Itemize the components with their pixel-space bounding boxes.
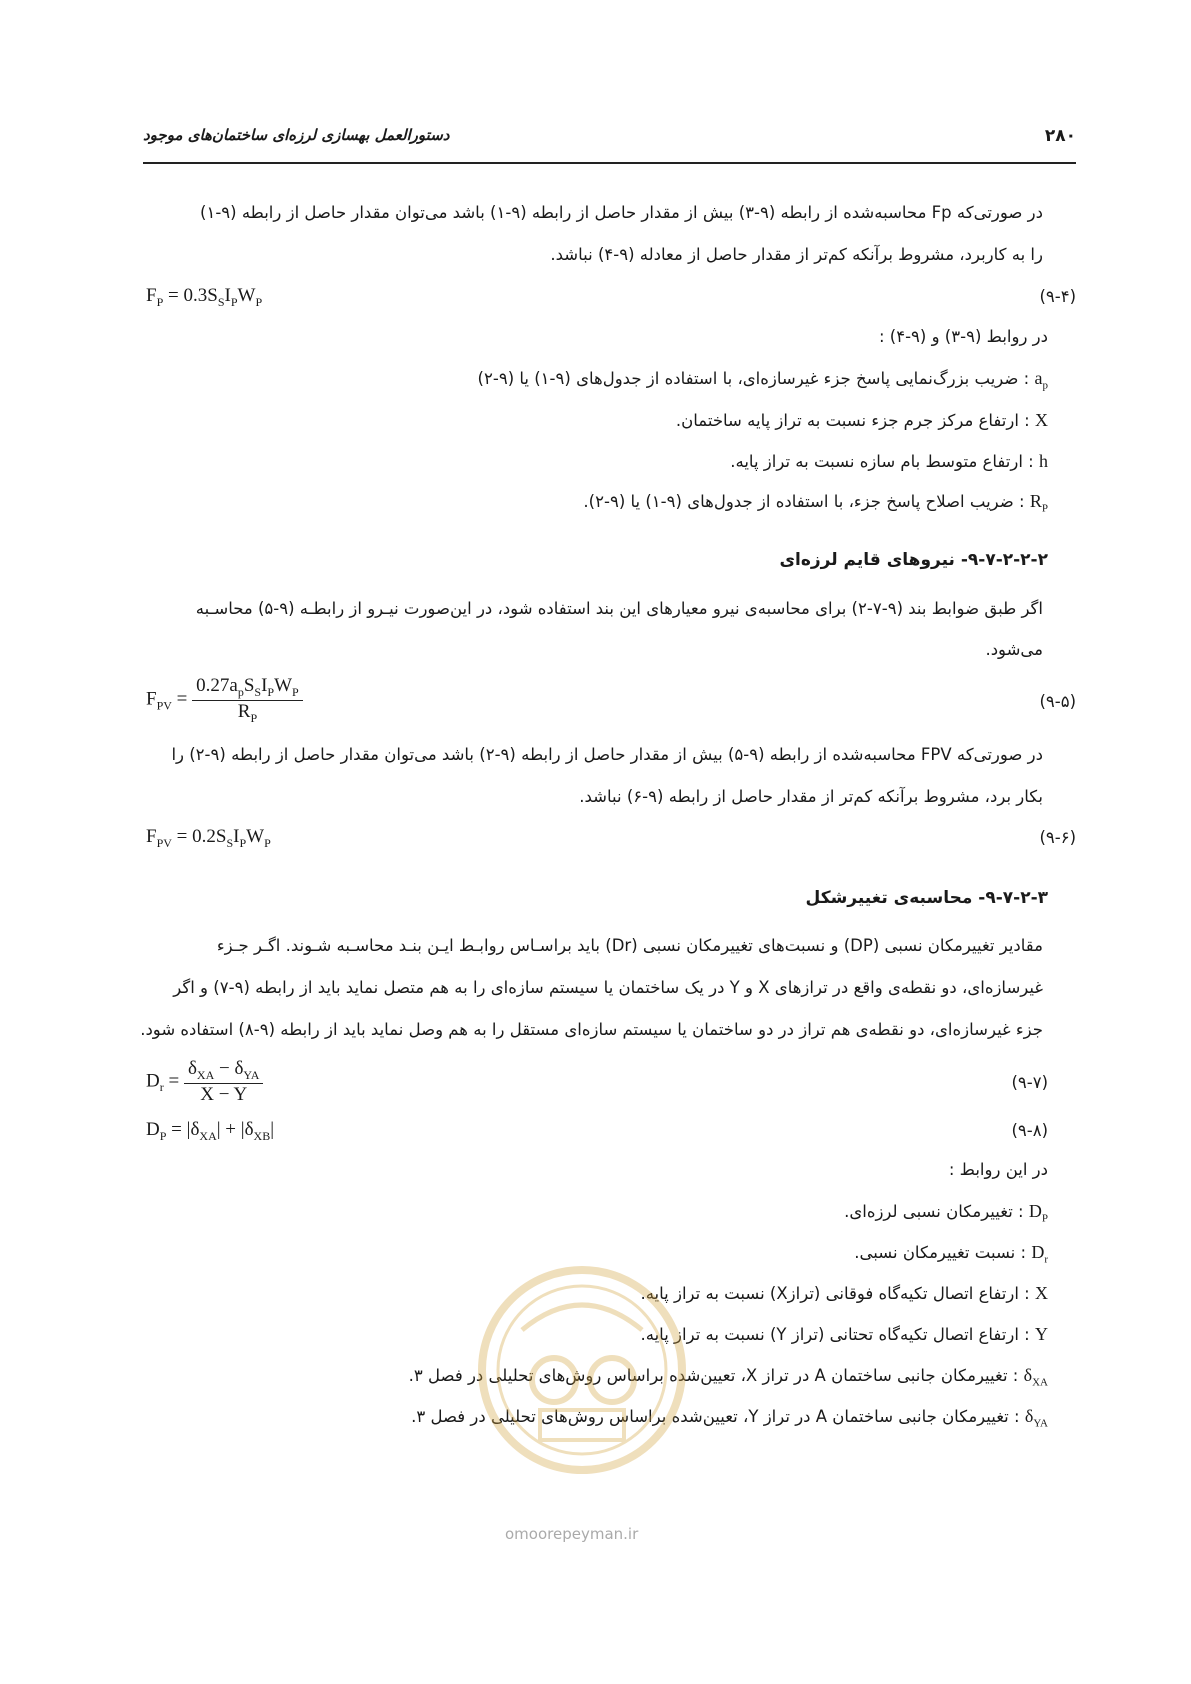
- running-title: دستورالعمل بهسازی لرزه‌ای ساختمان‌های موجود: [143, 126, 450, 144]
- equation-number-9-6: (۹-۶): [1039, 828, 1076, 847]
- equation-9-6: $F_{PV} = 0.2S_SI_PW_P$: [146, 826, 271, 850]
- equation-9-7: $D_r$ = $\frac{\delta_{XA} - \delta_{YA}}{X - Y}$: [146, 1058, 263, 1106]
- equation-9-8: $D_P = |\delta_{XA}| + |\delta_{XB}|$: [146, 1119, 275, 1143]
- def-delta-ya-text: تغییرمکان جانبی ساختمان A در تراز Y، تعیین‌شده براساس روش‌های تحلیلی در فصل ۳.: [411, 1407, 1009, 1426]
- para2-line2: بکار برد، مشروط برآنکه کم‌تر از مقدار حاصل از رابطه (۹-۶) نباشد.: [579, 787, 1043, 806]
- equation-number-9-4: (۹-۴): [1039, 287, 1076, 306]
- def-delta-xa-text: تغییرمکان جانبی ساختمان A در تراز X، تعیین‌شده براساس روش‌های تحلیلی در فصل ۳.: [408, 1366, 1008, 1385]
- def-x2: X : ارتفاع اتصال تکیه‌گاه فوقانی (ترازX) نسبت به تراز پایه.: [640, 1283, 1048, 1303]
- defs1-intro: در روابط (۹-۳) و (۹-۴) :: [878, 327, 1048, 346]
- section-heading-vertical-forces: ۹-۷-۲-۲-۲- نیروهای قایم لرزه‌ای: [779, 550, 1048, 570]
- section2-line3: جزء غیرسازه‌ای، دو نقطه‌ی هم تراز در دو ساختمان یا سیستم سازه‌ای مستقل را به هم وصل نماید باید از رابطه (۹-۸) استفاده شود.: [140, 1020, 1043, 1039]
- def-x1: X : ارتفاع مرکز جرم جزء نسبت به تراز پایه ساختمان.: [675, 410, 1048, 430]
- watermark-url: omoorepeyman.ir: [505, 1525, 639, 1543]
- page-number: ۲۸۰: [1044, 126, 1076, 146]
- equation-number-9-5: (۹-۵): [1039, 692, 1076, 711]
- section2-line1: مقادیر تغییرمکان نسبی (DP) و نسبت‌های تغییرمکان نسبی (Dr) باید براسـاس روابـط ایـن بنـد محاسـبه شـوند. اگـر جـزء: [216, 936, 1043, 955]
- equation-number-9-8: (۹-۸): [1011, 1121, 1048, 1140]
- def-delta-xa: $\delta_{XA}$ : تغییرمکان جانبی ساختمان A در تراز X، تعیین‌شده براساس روش‌های تحلیلی در فصل ۳.: [408, 1365, 1048, 1389]
- section1-line1: اگر طبق ضوابط بند (۹-۷-۲) برای محاسبه‌ی نیرو معیارهای این بند استفاده شود، در این‌صورت نیـرو از رابطـه (۹-۵) محاسـبه: [195, 599, 1043, 618]
- def-dr-text: نسبت تغییرمکان نسبی.: [854, 1243, 1016, 1262]
- def-delta-ya: $\delta_{YA}$ : تغییرمکان جانبی ساختمان A در تراز Y، تعیین‌شده براساس روش‌های تحلیلی در فصل ۳.: [411, 1406, 1048, 1430]
- equation-number-9-7: (۹-۷): [1011, 1073, 1048, 1092]
- def-rp: $R_P$ : ضریب اصلاح پاسخ جزء، با استفاده از جدول‌های (۹-۱) یا (۹-۲).: [583, 491, 1048, 515]
- equation-9-4: $F_P = 0.3S_SI_PW_P$: [146, 285, 263, 309]
- para1-line2: را به کاربرد، مشروط برآنکه کم‌تر از مقدار حاصل از معادله (۹-۴) نباشد.: [550, 245, 1043, 264]
- def-y: Y : ارتفاع اتصال تکیه‌گاه تحتانی (تراز Y) نسبت به تراز پایه.: [640, 1324, 1048, 1344]
- def-x1-text: ارتفاع مرکز جرم جزء نسبت به تراز پایه ساختمان.: [675, 411, 1019, 430]
- page-header: [143, 126, 1076, 164]
- def-dp: $D_P$ : تغییرمکان نسبی لرزه‌ای.: [844, 1201, 1048, 1225]
- section2-line2: غیرسازه‌ای، دو نقطه‌ی واقع در ترازهای X و Y در یک ساختمان یا سیستم سازه‌ای را به هم متصل نماید باید از رابطه (۹-۷) و اگر: [173, 978, 1043, 997]
- def-dr: $D_r$ : نسبت تغییرمکان نسبی.: [854, 1242, 1048, 1266]
- para2-line1: در صورتی‌که FPV محاسبه‌شده از رابطه (۹-۵) بیش از مقدار حاصل از رابطه (۹-۲) باشد می‌توان مقدار حاصل از رابطه (۹-۲) را: [171, 745, 1043, 764]
- def-ap: $a_p$ : ضریب بزرگ‌نمایی پاسخ جزء غیرسازه‌ای، با استفاده از جدول‌های (۹-۱) یا (۹-۲): [477, 368, 1048, 392]
- def-dp-text: تغییرمکان نسبی لرزه‌ای.: [844, 1202, 1013, 1221]
- defs2-intro: در این روابط :: [948, 1160, 1048, 1179]
- def-rp-text: ضریب اصلاح پاسخ جزء، با استفاده از جدول‌های (۹-۱) یا (۹-۲).: [583, 492, 1014, 511]
- def-y-text: ارتفاع اتصال تکیه‌گاه تحتانی (تراز Y) نسبت به تراز پایه.: [640, 1325, 1019, 1344]
- section1-line2: می‌شود.: [985, 640, 1043, 659]
- para1-line1: در صورتی‌که Fp محاسبه‌شده از رابطه (۹-۳) بیش از مقدار حاصل از رابطه (۹-۱) باشد می‌توان مقدار حاصل از رابطه (۹-۱): [200, 203, 1043, 222]
- def-h: h : ارتفاع متوسط بام سازه نسبت به تراز پایه.: [730, 451, 1048, 471]
- def-x2-text: ارتفاع اتصال تکیه‌گاه فوقانی (ترازX) نسبت به تراز پایه.: [640, 1284, 1019, 1303]
- equation-9-5: $F_{PV}$ = $\frac{0.27a_pS_SI_PW_P}{R_P}$: [146, 675, 303, 726]
- def-ap-text: ضریب بزرگ‌نمایی پاسخ جزء غیرسازه‌ای، با استفاده از جدول‌های (۹-۱) یا (۹-۲): [477, 369, 1019, 388]
- def-h-text: ارتفاع متوسط بام سازه نسبت به تراز پایه.: [730, 452, 1023, 471]
- section-heading-deformation: ۹-۷-۲-۳- محاسبه‌ی تغییرشکل: [805, 888, 1048, 908]
- watermark-logo: [462, 1260, 702, 1480]
